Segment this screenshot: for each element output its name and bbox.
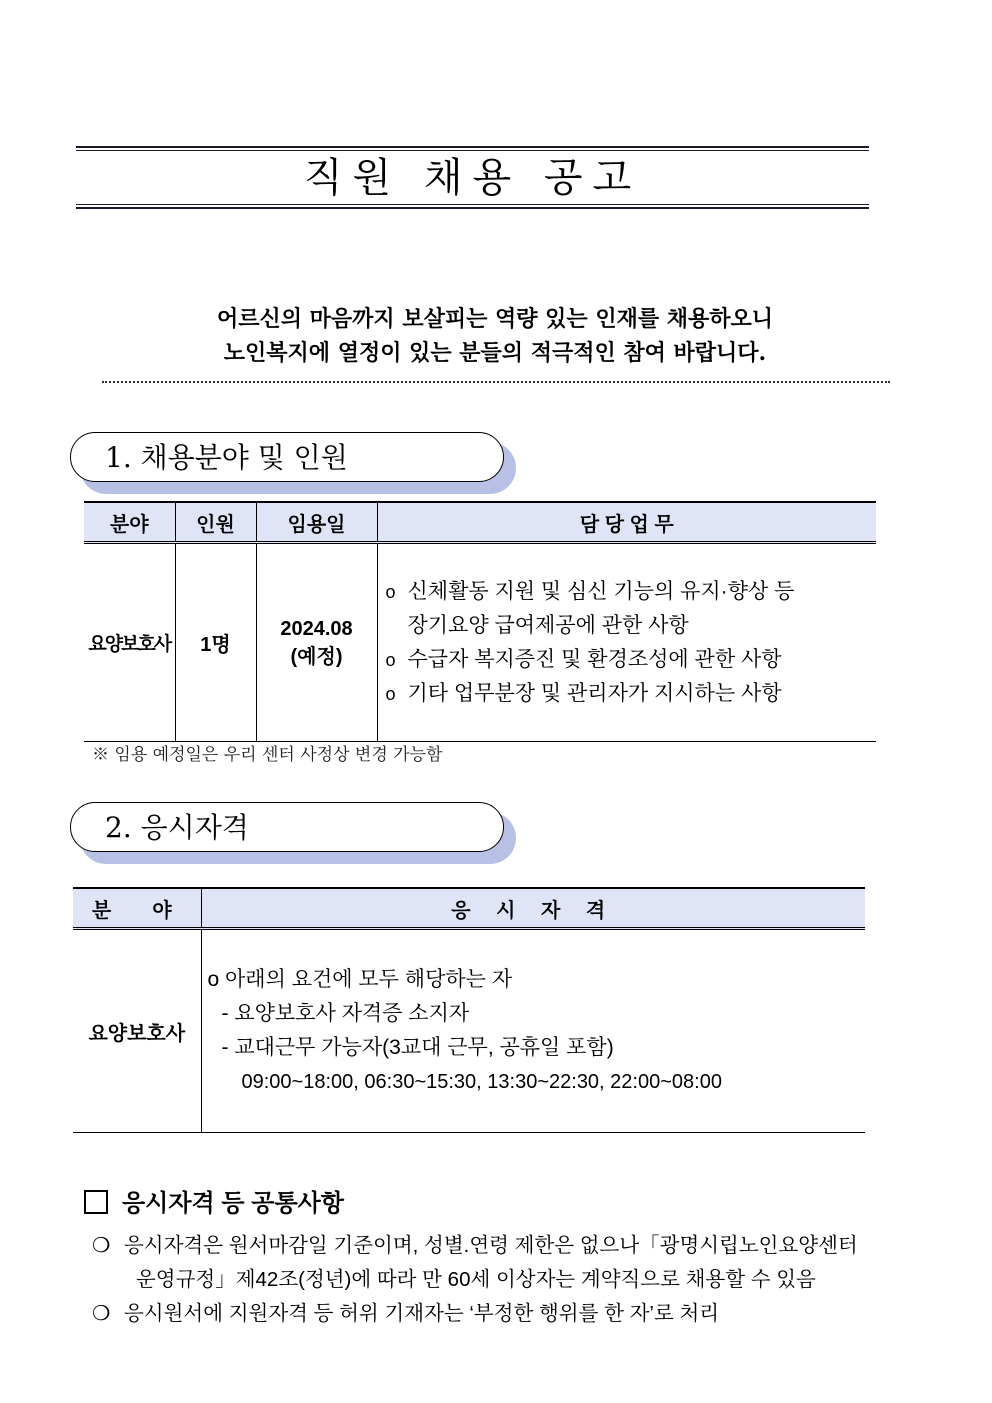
col-duties: 담 당 업 무 <box>377 502 876 543</box>
duty-text: 장기요양 급여제공에 관한 사항 <box>407 613 689 637</box>
qual-line: o 아래의 요건에 모두 해당하는 자 <box>207 968 513 991</box>
date-note: ※ 임용 예정일은 우리 센터 사정상 변경 가능함 <box>92 745 443 765</box>
page-title: 직원 채용 공고 <box>303 155 642 201</box>
table-row <box>73 929 865 1133</box>
col-field: 분 야 <box>73 888 201 929</box>
bullet: o <box>385 649 396 670</box>
date-value: 2024.08 <box>280 617 353 640</box>
section-1-header <box>70 432 506 484</box>
qual-line: - 요양보호사 자격증 소지자 <box>221 1002 470 1025</box>
common-text: 운영규정」제42조(정년)에 따라 만 60세 이상자는 계약직으로 채용할 수 있음 <box>136 1268 816 1291</box>
title-rule-bottom <box>76 207 869 209</box>
title-rule-top-thin <box>76 150 869 151</box>
qualification-table <box>73 887 865 1133</box>
cell-field: 요양보호사 <box>84 543 175 742</box>
circle-bullet-icon: ❍ <box>92 1234 111 1257</box>
list-item <box>92 1229 942 1297</box>
cell-qualification <box>201 929 865 1133</box>
title-banner <box>76 146 869 209</box>
list-item <box>92 1297 942 1331</box>
intro-text <box>100 302 890 370</box>
col-field: 분야 <box>84 502 175 543</box>
list-item <box>384 575 877 609</box>
duty-text: 수급자 복지증진 및 환경조성에 관한 사항 <box>407 647 782 671</box>
checkbox-square-icon <box>84 1190 108 1214</box>
list-item <box>384 609 877 643</box>
common-text: 응시자격은 원서마감일 기준이며, 성별.연령 제한은 없으나「광명시립노인요양센터 <box>124 1234 858 1257</box>
cell-field: 요양보호사 <box>73 929 201 1133</box>
col-date: 임용일 <box>256 502 377 543</box>
circle-bullet-icon: ❍ <box>92 1302 111 1325</box>
recruitment-table <box>84 501 876 742</box>
qual-line: 09:00~18:00, 06:30~15:30, 13:30~22:30, 22:00~08:00 <box>241 1071 722 1093</box>
qualification-table-header <box>73 888 865 929</box>
col-count: 인원 <box>175 502 256 543</box>
duty-text: 신체활동 지원 및 심신 기능의 유지·향상 등 <box>407 579 795 603</box>
section-2-heading: 2. 응시자격 <box>70 802 504 852</box>
title-rule-bottom-thin <box>76 204 869 205</box>
cell-date <box>256 543 377 742</box>
common-heading <box>84 1183 344 1218</box>
bullet: o <box>385 581 396 602</box>
title-rule-top <box>76 146 869 148</box>
cell-count: 1명 <box>175 543 256 742</box>
common-list <box>92 1229 942 1331</box>
bullet: o <box>385 683 396 704</box>
section-2-header <box>70 802 506 854</box>
recruitment-table-header <box>84 502 876 543</box>
common-text: 응시원서에 지원자격 등 허위 기재자는 ‘부정한 행위를 한 자’로 처리 <box>124 1302 720 1325</box>
qual-line: - 교대근무 가능자(3교대 근무, 공휴일 포함) <box>221 1036 614 1059</box>
cell-duties <box>377 543 876 742</box>
list-item <box>384 643 877 677</box>
list-item <box>384 677 877 711</box>
intro-line-1: 어르신의 마음까지 보살피는 역량 있는 인재를 채용하오니 <box>216 306 773 332</box>
section-1-heading: 1. 채용분야 및 인원 <box>70 432 504 482</box>
intro-line-2: 노인복지에 열정이 있는 분들의 적극적인 참여 바랍니다. <box>223 340 767 366</box>
common-heading-text: 응시자격 등 공통사항 <box>122 1190 344 1217</box>
duty-text: 기타 업무분장 및 관리자가 지시하는 사항 <box>407 681 782 705</box>
dotted-divider <box>102 381 890 383</box>
date-status: (예정) <box>290 645 343 668</box>
table-row <box>84 543 876 742</box>
col-qualification: 응 시 자 격 <box>201 888 865 929</box>
